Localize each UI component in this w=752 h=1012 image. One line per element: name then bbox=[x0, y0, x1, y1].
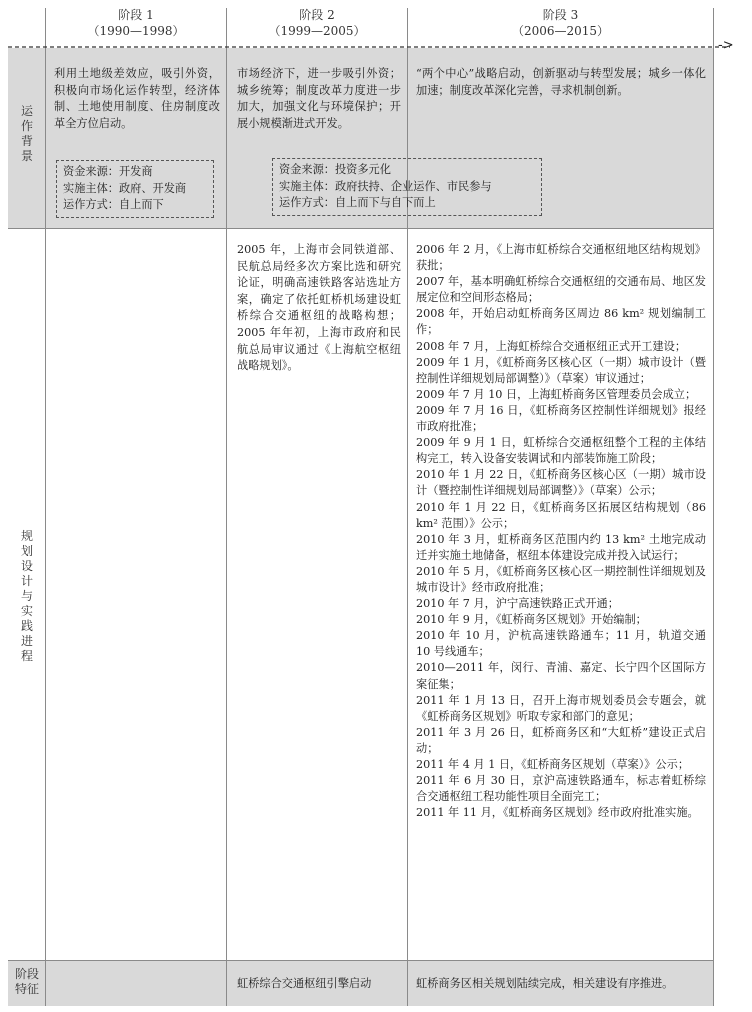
implementation-subject: 实施主体：政府扶持、企业运作、市民参与 bbox=[279, 179, 492, 193]
planning-item: 2009 年 9 月 1 日，虹桥综合交通枢纽整个工程的主体结构完工，转入设备安装调试和内部装饰施工阶段； bbox=[416, 436, 706, 466]
row-label-feature: 阶段 特征 bbox=[14, 967, 39, 996]
planning-item: 2011 年 4 月 1 日，《虹桥商务区规划（草案）》公示； bbox=[416, 758, 690, 771]
column-divider bbox=[45, 8, 46, 1006]
planning-item: 2008 年 7 月，上海虹桥综合交通枢纽正式开工建设； bbox=[416, 339, 687, 353]
header-stage-1-years: （1990—1998） bbox=[87, 24, 185, 38]
row-divider bbox=[8, 228, 714, 229]
header-stage-3-title: 阶段 3 bbox=[542, 8, 579, 22]
planning-item: 2010 年 9 月，《虹桥商务区规划》开始编制； bbox=[416, 613, 647, 627]
feature-stage-3: 虹桥商务区相关规划陆续完成，相关建设有序推进。 bbox=[416, 977, 674, 990]
planning-item: 2010 年 1 月 22 日，《虹桥商务区核心区（一期）城市设计（暨控制性详细规划局部调整）》（草案）公示； bbox=[416, 468, 706, 498]
timeline-arrowhead: -> bbox=[718, 38, 734, 53]
header-stage-3 bbox=[408, 7, 713, 39]
header-stage-3-years: （2006—2015） bbox=[511, 24, 610, 38]
feature-stage-2: 虹桥综合交通枢纽引擎启动 bbox=[237, 977, 372, 990]
planning-item: 2010 年 5 月，《虹桥商务区核心区一期控制性详细规划及城市设计》经市政府批准； bbox=[416, 564, 706, 594]
header-stage-2-title: 阶段 2 bbox=[299, 8, 335, 22]
header-stage-2 bbox=[227, 7, 407, 39]
planning-item: 2010 年 3 月，虹桥商务区范围内约 13 km² 土地完成动迁并实施土地储备，枢纽本体建设完成并投入试运行； bbox=[416, 532, 706, 562]
planning-item: 2011 年 6 月 30 日，京沪高速铁路通车，标志着虹桥综合交通枢纽工程功能性项目全面完工； bbox=[416, 774, 706, 804]
column-divider bbox=[713, 8, 714, 1006]
planning-item: 2011 年 3 月 26 日，虹桥商务区和“大虹桥”建设正式启动； bbox=[416, 725, 706, 755]
row-label-background: 运 作 背 景 bbox=[20, 104, 33, 163]
planning-stage-2-text: 2005 年，上海市会同铁道部、民航总局经多次方案比选和研究论证，明确高速铁路客站选址方案，确定了依托虹桥机场建设虹桥综合交通枢纽的战略构想；2005 年年初，上海市政府和民航总局审议通过《上海航空枢纽战略规划》。 bbox=[237, 243, 401, 373]
planning-item: 2007 年，基本明确虹桥综合交通枢纽的交通布局、地区发展定位和空间形态格局； bbox=[416, 275, 706, 305]
funding-source: 资金来源：投资多元化 bbox=[279, 163, 391, 176]
planning-item: 2011 年 11 月，《虹桥商务区规划》经市政府批准实施。 bbox=[416, 806, 699, 820]
operation-mode: 运作方式：自上而下 bbox=[63, 198, 164, 212]
planning-item: 2010 年 7 月，沪宁高速铁路正式开通； bbox=[416, 597, 619, 611]
column-divider bbox=[226, 8, 227, 1006]
planning-item: 2006 年 2 月，《上海市虹桥综合交通枢纽地区结构规划》获批； bbox=[416, 243, 706, 273]
planning-item: 2011 年 1 月 13 日，召开上海市规划委员会专题会，就《虹桥商务区规划》听取专家和部门的意见； bbox=[416, 693, 706, 723]
funding-info-box-stage-1 bbox=[56, 160, 214, 218]
funding-source: 资金来源：开发商 bbox=[63, 165, 153, 178]
background-stage-2-text: 市场经济下，进一步吸引外资；城乡统筹；制度改革力度进一步加大，加强文化与环境保护；开展小规模渐进式开发。 bbox=[237, 67, 401, 130]
implementation-subject: 实施主体：政府、开发商 bbox=[63, 181, 187, 195]
planning-item: 2010 年 10 月，沪杭高速铁路通车；11 月，轨道交通 10 号线通车； bbox=[416, 629, 706, 659]
background-stage-1-text: 利用土地级差效应，吸引外资，积极向市场化运作转型，经济体制、土地使用制度、住房制度改革全方位启动。 bbox=[54, 67, 220, 130]
timeline-arrow bbox=[8, 40, 748, 54]
operation-mode: 运作方式：自上而下与自下而上 bbox=[279, 196, 436, 210]
funding-info-box-stage-2-3 bbox=[272, 158, 542, 216]
planning-item: 2010 年 1 月 22 日，《虹桥商务区拓展区结构规划（86 km² 范围）》公示； bbox=[416, 500, 706, 530]
planning-item: 2010—2011 年，闵行、青浦、嘉定、长宁四个区国际方案征集； bbox=[416, 661, 706, 691]
planning-item: 2009 年 7 月 10 日，上海虹桥商务区管理委员会成立； bbox=[416, 387, 697, 401]
planning-item: 2008 年，开始启动虹桥商务区周边 86 km² 规划编制工作； bbox=[416, 307, 706, 337]
planning-item: 2009 年 7 月 16 日，《虹桥商务区控制性详细规划》报经市政府批准； bbox=[416, 403, 706, 434]
header-stage-1-title: 阶段 1 bbox=[118, 8, 154, 22]
background-stage-3-text: “两个中心”战略启动，创新驱动与转型发展；城乡一体化加速；制度改革深化完善，寻求机制创新。 bbox=[416, 67, 706, 97]
planning-item: 2009 年 1 月，《虹桥商务区核心区（一期）城市设计（暨控制性详细规划局部调整）》（草案）审议通过； bbox=[416, 355, 706, 385]
header-stage-1 bbox=[46, 7, 226, 39]
planning-stage-3-list bbox=[416, 242, 706, 821]
row-divider bbox=[8, 960, 714, 961]
row-label-planning: 规 划 设 计 与 实 践 进 程 bbox=[20, 529, 33, 663]
header-stage-2-years: （1999—2005） bbox=[268, 24, 366, 38]
